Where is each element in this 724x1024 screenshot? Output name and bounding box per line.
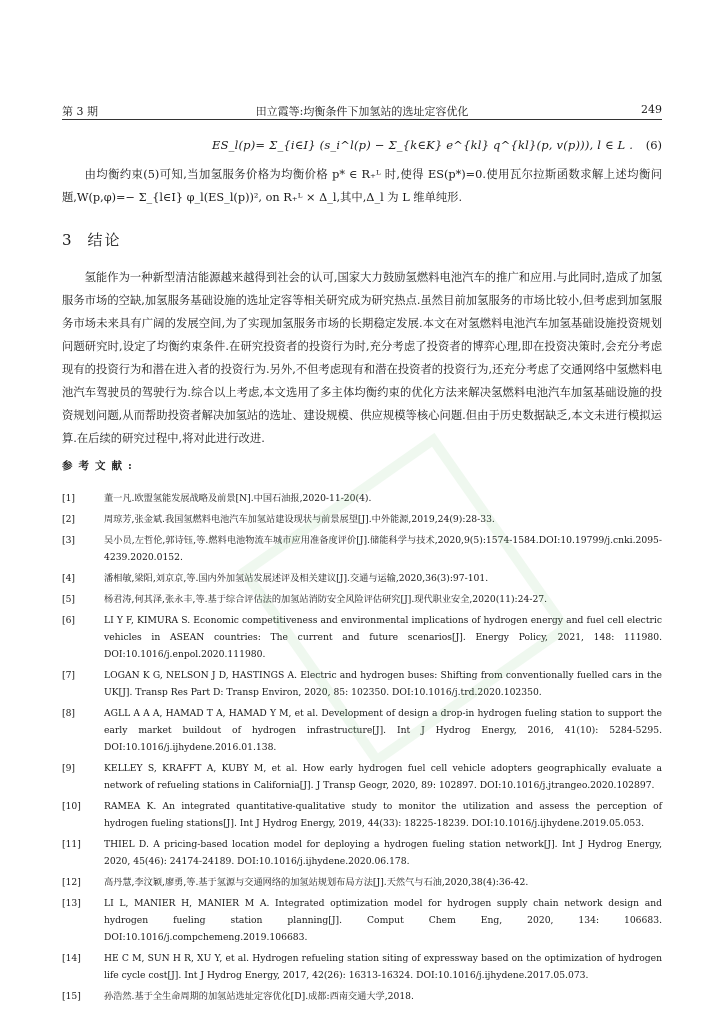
reference-index: [4] (62, 573, 76, 584)
reference-text: 董一凡.欧盟氢能发展战略及前景[N].中国石油报,2020-11-20(4). (104, 493, 372, 504)
issue-label: 第 3 期 (62, 105, 98, 118)
equation-6 (62, 130, 662, 162)
reference-item (62, 798, 662, 832)
reference-index: [7] (62, 670, 76, 681)
reference-text: HE C M, SUN H R, XU Y, et al. Hydrogen refueling station siting of expressway based on the optimization of hydrogen life cycle cost[J]. Int J Hydrog Energy, 2017, 42(26): 16313-16324. DOI:10.1016/j.ijhydene.2017.05.073. (104, 953, 662, 981)
page-header (62, 103, 662, 120)
reference-item (62, 950, 662, 984)
reference-index: [2] (62, 514, 76, 525)
reference-text: LI L, MANIER H, MANIER M A. Integrated optimization model for hydrogen supply chain network design and hydrogen fueling station planning[J]. Comput Chem Eng, 2020, 134: 106683. DOI:10.1016/j.compchemeng.2019.106683. (104, 898, 662, 943)
page-number: 249 (641, 103, 662, 116)
reference-item (62, 874, 662, 891)
reference-item (62, 760, 662, 794)
section-title: 结论 (87, 231, 122, 249)
section-heading (62, 229, 122, 250)
reference-text: 孙浩然.基于全生命周期的加氢站选址定容优化[D].成都:西南交通大学,2018. (104, 991, 414, 1002)
reference-text: 吴小员,左哲伦,郭诗钰,等.燃料电池物流车城市应用准备度评价[J].储能科学与技术,2020,9(5):1574-1584.DOI:10.19799/j.cnki.2095-4239.2020.0152. (104, 535, 662, 563)
reference-index: [9] (62, 763, 76, 774)
section-number: 3 (62, 231, 74, 249)
reference-item (62, 988, 662, 1005)
reference-index: [12] (62, 877, 81, 888)
reference-item (62, 895, 662, 946)
reference-text: 杨君涛,何其泽,张永丰,等.基于综合评估法的加氢站消防安全风险评估研究[J].现代职业安全,2020(11):24-27. (104, 594, 548, 605)
reference-index: [10] (62, 801, 81, 812)
reference-item (62, 836, 662, 870)
paragraph-conclusion: 氢能作为一种新型清洁能源越来越得到社会的认可,国家大力鼓励氢燃料电池汽车的推广和应用.与此同时,造成了加氢服务市场的空缺,加氢服务基础设施的选址定容等相关研究成为研究热点.虽然目前加氢服务的市场比较小,但考虑到加氢服务市场未来具有广阔的发展空间,为了实现加氢服务市场的长期稳定发展.本文在对氢燃料电池汽车加氢基础设施投资规划问题研究时,设定了均衡约束条件.在研究投资者的投资行为时,充分考虑了投资者的博弈心理,即在投资决策时,会充分考虑现有的投资行为和潜在进入者的投资行为.另外,不但考虑现有和潜在投资者的投资行为,还充分考虑了交通网络中氢燃料电池汽车驾驶员的驾驶行为.综合以上考虑,本文选用了多主体均衡约束的优化方法来解决氢燃料电池汽车加氢基础设施的投资规划问题,从而帮助投资者解决加氢站的选址、建设规模、供应规模等核心问题.但由于历史数据缺乏,本文未进行模拟运算.在后续的研究过程中,将对此进行改进. (62, 271, 662, 445)
reference-index: [3] (62, 535, 76, 546)
reference-text: AGLL A A A, HAMAD T A, HAMAD Y M, et al. Development of design a drop-in hydrogen fueling station to support the early market buildout of hydrogen infrastructure[J]. Int J Hydrog Energy, 2016, 41(10): 5284-5295. DOI:10.1016/j.ijhydene.2016.01.138. (104, 708, 662, 753)
reference-text: 高丹慧,李汶颖,廖勇,等.基于氢源与交通网络的加氢站规划布局方法[J].天然气与石油,2020,38(4):36-42. (104, 877, 529, 888)
reference-index: [11] (62, 839, 81, 850)
reference-index: [8] (62, 708, 76, 719)
reference-index: [15] (62, 991, 81, 1002)
reference-index: [5] (62, 594, 76, 605)
reference-text: LI Y F, KIMURA S. Economic competitiveness and environmental implications of hydrogen energy and fuel cell electric vehicles in ASEAN countries: The current and future scenarios[J]. Energy Policy, 2021, 148: 111980. DOI:10.1016/j.enpol.2020.111980. (104, 615, 662, 660)
reference-text: LOGAN K G, NELSON J D, HASTINGS A. Electric and hydrogen buses: Shifting from conventionally fuelled cars in the UK[J]. Transp Res Part D: Transp Environ, 2020, 85: 102350. DOI:10.1016/j.trd.2020.102350. (104, 670, 662, 698)
running-title: 田立霞等:均衡条件下加氢站的选址定容优化 (255, 105, 469, 118)
reference-text: THIEL D. A pricing-based location model for deploying a hydrogen fueling station network[J]. Int J Hydrog Energy, 2020, 45(46): 24174-24189. DOI:10.1016/j.ijhydene.2020.06.178. (104, 839, 662, 867)
reference-index: [6] (62, 615, 76, 626)
reference-index: [1] (62, 493, 76, 504)
reference-text: KELLEY S, KRAFFT A, KUBY M, et al. How early hydrogen fuel cell vehicle adopters geographically evaluate a network of refueling stations in California[J]. J Transp Geogr, 2020, 89: 102897. DOI:10.1016/j.jtrangeo.2020.102897. (104, 763, 662, 791)
reference-index: [14] (62, 953, 81, 964)
reference-text: 潘相敏,梁阳,刘京京,等.国内外加氢站发展述评及相关建议[J].交通与运输,2020,36(3):97-101. (104, 573, 489, 584)
reference-text: RAMEA K. An integrated quantitative-qualitative study to monitor the utilization and assess the perception of hydrogen fueling stations[J]. Int J Hydrog Energy, 2019, 44(33): 18225-18239. DOI:10.1016/j.ijhydene.2019.05.053. (104, 801, 662, 829)
reference-index: [13] (62, 898, 81, 909)
equation-text: ES_l(p)= Σ_{i∈I} (s_i^l(p) − Σ_{k∈K} e^{kl} q^{kl}(p, v(p))), l ∈ L . (212, 138, 634, 152)
references-title: 参考文献: (62, 460, 138, 472)
equation-number: (6) (645, 138, 662, 152)
paragraph-equilibrium: 由均衡约束(5)可知,当加氢服务价格为均衡价格 p* ∈ R₊ᴸ 时,使得 ES(p*)=0.使用瓦尔拉斯函数求解上述均衡问题,W(p,φ)=− Σ_{l∈I} φ_l(ES_l(p))², on R₊ᴸ × Δ_l,其中,Δ_l 为 L 维单纯形. (62, 168, 662, 204)
reference-text: 周琼芳,张金斌.我国氢燃料电池汽车加氢站建设现状与前景展望[J].中外能源,2019,24(9):28-33. (104, 514, 495, 525)
